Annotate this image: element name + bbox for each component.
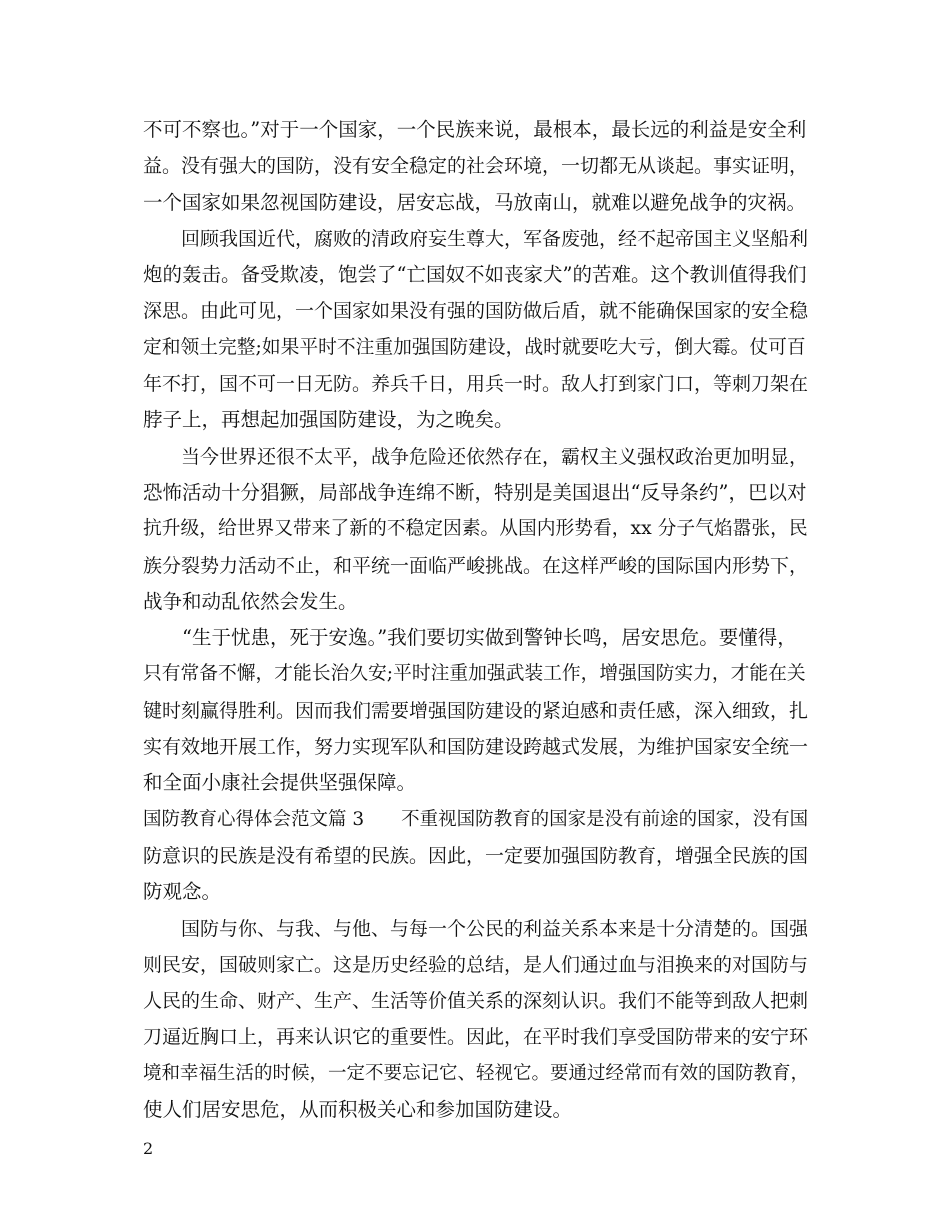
text-line: 深思。由此可见，一个国家如果没有强的国防做后盾，就不能确保国家的安全稳 xyxy=(143,300,809,323)
text-line: 一个国家如果忽视国防建设，居安忘战，马放南山，就难以避免战争的灾祸。 xyxy=(143,190,807,214)
text-line: 使人们居安思危，从而积极关心和参加国防建设。 xyxy=(143,1098,573,1122)
text-line: “生于忧患，死于安逸。”我们要切实做到警钟长鸣，居安思危。要懂得， xyxy=(143,626,797,650)
text-line: 防意识的民族是没有希望的民族。因此，一定要加强国防教育，增强全民族的国 xyxy=(143,844,809,867)
text-line: 防观念。 xyxy=(143,880,222,904)
text-line: 益。没有强大的国防，没有安全稳定的社会环境，一切都无从谈起。事实证明， xyxy=(143,155,809,178)
text-line: 刀逼近胸口上，再来认识它的重要性。因此，在平时我们享受国防带来的安宁环 xyxy=(143,1026,809,1049)
text-line: 恐怖活动十分猖獗，局部战争连绵不断，特别是美国退出“反导条约”，巴以对 xyxy=(143,480,807,504)
text-line: 只有常备不懈，才能长治久安;平时注重加强武装工作，增强国防实力，才能在关 xyxy=(143,663,806,685)
text-line: 不可不察也。”对于一个国家，一个民族来说，最根本，最长远的利益是安全利 xyxy=(143,118,807,141)
text-line: 定和领土完整;如果平时不注重加强国防建设，战时就要吃大亏，倒大霉。仗可百 xyxy=(143,336,806,358)
text-line: 国防教育心得体会范文篇 3 不重视国防教育的国家是没有前途的国家，没有国 xyxy=(143,808,809,830)
text-line: 回顾我国近代，腐败的清政府妄生尊大，军备废弛，经不起帝国主义坚船利 xyxy=(143,227,809,250)
text-line: 战争和动乱依然会发生。 xyxy=(143,589,358,613)
text-line: 年不打，国不可一日无防。养兵千日，用兵一时。敌人打到家门口，等刺刀架在 xyxy=(143,373,809,396)
text-line: 脖子上，再想起加强国防建设，为之晚矣。 xyxy=(143,408,514,432)
text-line: 当今世界还很不太平，战争危险还依然存在，霸权主义强权政治更加明显， xyxy=(143,445,809,468)
text-line: 人民的生命、财产、生产、生活等价值关系的深刻认识。我们不能等到敌人把刺 xyxy=(143,990,809,1013)
text-line: 则民安，国破则家亡。这是历史经验的总结，是人们通过血与泪换来的对国防与 xyxy=(143,953,809,976)
text-line: 炮的轰击。备受欺凌，饱尝了“亡国奴不如丧家犬”的苦难。这个教训值得我们 xyxy=(143,263,807,287)
text-line: 实有效地开展工作，努力实现军队和国防建设跨越式发展，为维护国家安全统一 xyxy=(143,736,809,759)
text-line: 国防与你、与我、与他、与每一个公民的利益关系本来是十分清楚的。国强 xyxy=(143,917,809,940)
text-line: 抗升级，给世界又带来了新的不稳定因素。从国内形势看，xx 分子气焰嚣张，民 xyxy=(143,518,808,540)
text-line: 境和幸福生活的时候，一定不要忘记它、轻视它。要通过经常而有效的国防教育， xyxy=(143,1062,810,1084)
body-text xyxy=(143,112,811,1128)
text-line: 键时刻赢得胜利。因而我们需要增强国防建设的紧迫感和责任感，深入细致，扎 xyxy=(143,699,809,722)
text-line: 族分裂势力活动不止，和平统一面临严峻挑战。在这样严峻的国际国内形势下， xyxy=(143,554,809,577)
text-line: 和全面小康社会提供坚强保障。 xyxy=(143,771,417,795)
page-number: 2 xyxy=(143,1139,154,1158)
